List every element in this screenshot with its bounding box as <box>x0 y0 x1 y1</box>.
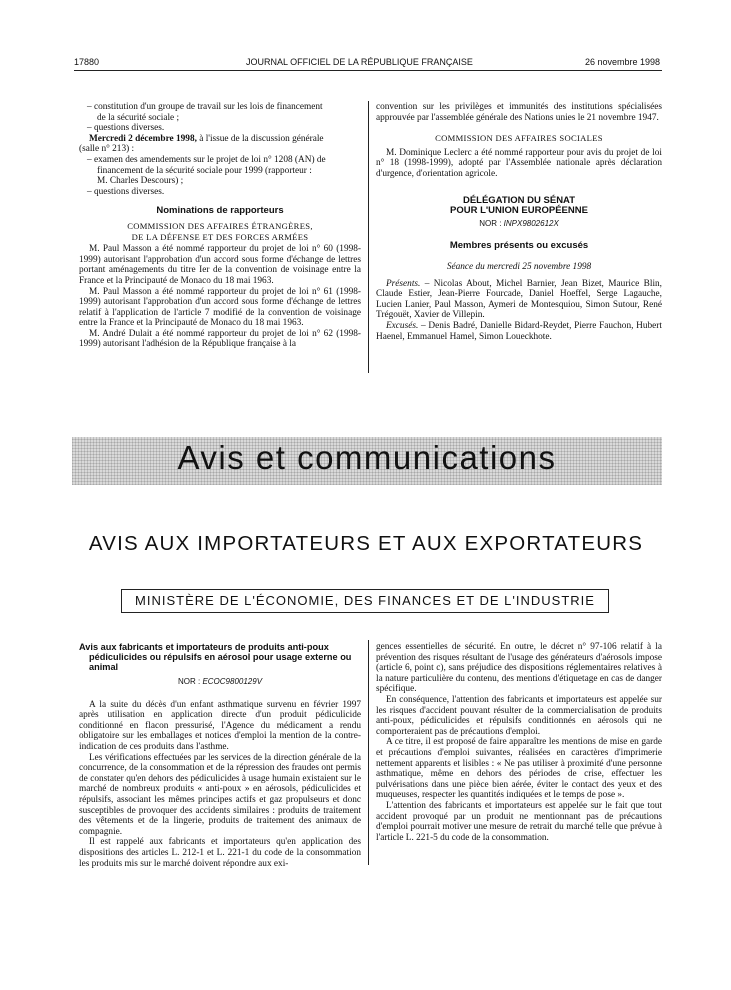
meeting-room: (salle n° 213) : <box>79 144 135 155</box>
session-date: Séance du mercredi 25 novembre 1998 <box>446 261 592 272</box>
column-divider-bottom <box>368 640 369 865</box>
list-item-cont: M. Charles Descours) ; <box>97 176 184 187</box>
paragraph: Les vérifications effectuées par les services de la direction générale de la concurrence, de la consommation et de la répression des fraudes ont permis de constater qu'en dehors des pédiculicides à usage humain existaient sur le marché de nombreux produits « anti-poux » en aérosols, pédiculicides et répulsifs, associant les mêmes principes actifs et gaz propulseurs et donc susceptibles de provoquer des accidents similaires : produits de traitement des vêtements et de la lingerie, produits de traitement des animaux de compagnie. <box>79 752 361 837</box>
delegation-title-1: DÉLÉGATION DU SÉNAT <box>462 194 576 206</box>
paragraph: En conséquence, l'attention des fabricants et importateurs est appelée sur les risques d'accident pouvant résulter de la commercialisation de produits anti-poux, pédiculicides et répulsifs conditionnés en aérosols qui ne comporteraient pas de précautions d'emploi. <box>376 694 662 737</box>
header-date: 26 novembre 1998 <box>584 57 660 67</box>
paragraph: M. Dominique Leclerc a été nommé rapporteur pour avis du projet de loi n° 18 (1998-1999), adopté par l'Assemblée nationale après déclaration d'urgence, d'orientation agricole. <box>376 147 662 179</box>
paragraph: L'attention des fabricants et importateurs est appelée sur le fait que tout accident provoqué par un produit ne mentionnant pas de précautions d'emploi pourrait motiver une mesure de retrait du marché telle que prévue à l'article L. 221-5 du code de la consommation. <box>376 800 662 843</box>
paragraph: M. Paul Masson a été nommé rapporteur du projet de loi n° 61 (1998-1999) autorisant l'approbation d'un accord sous forme d'échange de lettres relatif à l'application de l'article 7 modifié de la convention de voisinage entre la France et la Principauté de Monaco du 18 mai 1963. <box>79 286 361 329</box>
journal-title: JOURNAL OFFICIEL DE LA RÉPUBLIQUE FRANÇAISE <box>246 57 473 67</box>
list-item-cont: financement de la sécurité sociale pour 1999 (rapporteur : <box>97 165 312 176</box>
present-label: Présents. <box>386 278 421 289</box>
excused-list: – Denis Badré, Danielle Bidard-Reydet, Pierre Fauchon, Hubert Haenel, Emmanuel Hamel, Simon Loueckhote. <box>376 320 662 342</box>
meeting-text: à l'issue de la discussion générale <box>199 133 324 144</box>
paragraph: M. Paul Masson a été nommé rapporteur du projet de loi n° 60 (1998-1999) autorisant l'approbation d'un accord sous forme d'échange de lettres portant aménagements du titre Ier de la convention de voisinage entre la France et la Principauté de Monaco du 18 mai 1963. <box>79 244 361 286</box>
meeting-date: Mercredi 2 décembre 1998, <box>89 133 197 144</box>
nor-label: NOR : <box>479 218 502 228</box>
members-heading: Membres présents ou excusés <box>449 240 589 252</box>
notice-nor-code: ECOC9800129V <box>202 677 263 686</box>
list-item: – questions diverses. <box>87 123 165 134</box>
excused-label: Excusés. <box>386 320 419 331</box>
paragraph: convention sur les privilèges et immunités des institutions spécialisées approuvée par l'assemblée générale des Nations unies le 21 novembre 1947. <box>376 102 662 123</box>
commission-title-1: COMMISSION DES AFFAIRES ÉTRANGÈRES, <box>127 220 313 231</box>
paragraph: Il est rappelé aux fabricants et importateurs qu'en application des dispositions des articles L. 212-1 et L. 221-1 du code de la consommation les produits mis sur le marché doivent répondre aux exi- <box>79 837 361 869</box>
list-item: – questions diverses. <box>87 186 165 197</box>
commission-social-title: COMMISSION DES AFFAIRES SOCIALES <box>435 133 603 144</box>
banner-title: Avis et communications <box>177 439 557 476</box>
commission-title-2: DE LA DÉFENSE ET DES FORCES ARMÉES <box>131 231 309 242</box>
nor-code: INPX9802612X <box>503 218 559 228</box>
paragraph: A la suite du décès d'un enfant asthmatique survenu en février 1997 après utilisation en application directe d'un produit pédiculicide conditionné en flacon pressurisé, l'Agence du médicament a rendu obligatoire sur les emballages et notices d'emploi la mention de la contre-indication de ces produits dans l'asthme. <box>79 699 361 752</box>
notice-left-column <box>79 642 361 869</box>
nominations-heading: Nominations de rapporteurs <box>156 205 284 217</box>
right-column-top <box>376 102 662 342</box>
section-title: AVIS AUX IMPORTATEURS ET AUX EXPORTATEURS <box>88 532 644 555</box>
left-column-top <box>79 102 361 350</box>
list-item: – examen des amendements sur le projet de loi n° 1208 (AN) de <box>87 154 326 165</box>
column-divider-top <box>368 101 369 373</box>
paragraph: M. André Dulait a été nommé rapporteur du projet de loi n° 62 (1998-1999) autorisant l'adhésion de la République française à la <box>79 328 361 350</box>
header-rule <box>74 70 662 71</box>
notice-title: Avis aux fabricants et importateurs de produits anti-poux pédiculicides ou répulsifs en aérosol pour usage externe ou animal <box>79 642 352 672</box>
ministry-title: MINISTÈRE DE L'ÉCONOMIE, DES FINANCES ET DE L'INDUSTRIE <box>121 589 609 613</box>
notice-right-column <box>376 642 662 843</box>
list-item: – constitution d'un groupe de travail sur les lois de financement <box>87 102 323 112</box>
section-banner <box>72 437 662 485</box>
delegation-title-2: POUR L'UNION EUROPÉENNE <box>450 205 588 217</box>
paragraph: gences essentielles de sécurité. En outre, le décret n° 97-106 relatif à la prévention des risques résultant de l'usage des générateurs d'aérosols impose (article 6, point c), sans préjudice des dispositions réglementaires relatives à la nature particulière du contenu, des mentions d'étiquetage en cas de danger spécifique. <box>376 642 662 695</box>
paragraph: A ce titre, il est proposé de faire apparaître les mentions de mise en garde et précautions d'emploi suivantes, réalisées en caractères d'imprimerie nettement apparents et lisibles : « Ne pas utiliser à proximité d'une personne asthmatique, même en dehors des périodes de crise, effectuer les pulvérisations dans une pièce bien aérée, éviter le contact des yeux et des muqueuses, respecter les quantités indiquées et le temps de pose ». <box>376 737 662 801</box>
present-list: – Nicolas About, Michel Barnier, Jean Bizet, Maurice Blin, Claude Estier, Jean-Pierre Fourcade, Daniel Hoeffel, Serge Lagauche, Lucien Lanier, Paul Masson, Aymeri de Montesquiou, Simon Sutour, René Trégouët, Xavier de Villepin. <box>376 278 662 321</box>
page-number: 17880 <box>74 57 100 67</box>
list-item-cont: de la sécurité sociale ; <box>97 112 180 123</box>
notice-nor-label: NOR : <box>177 677 201 686</box>
